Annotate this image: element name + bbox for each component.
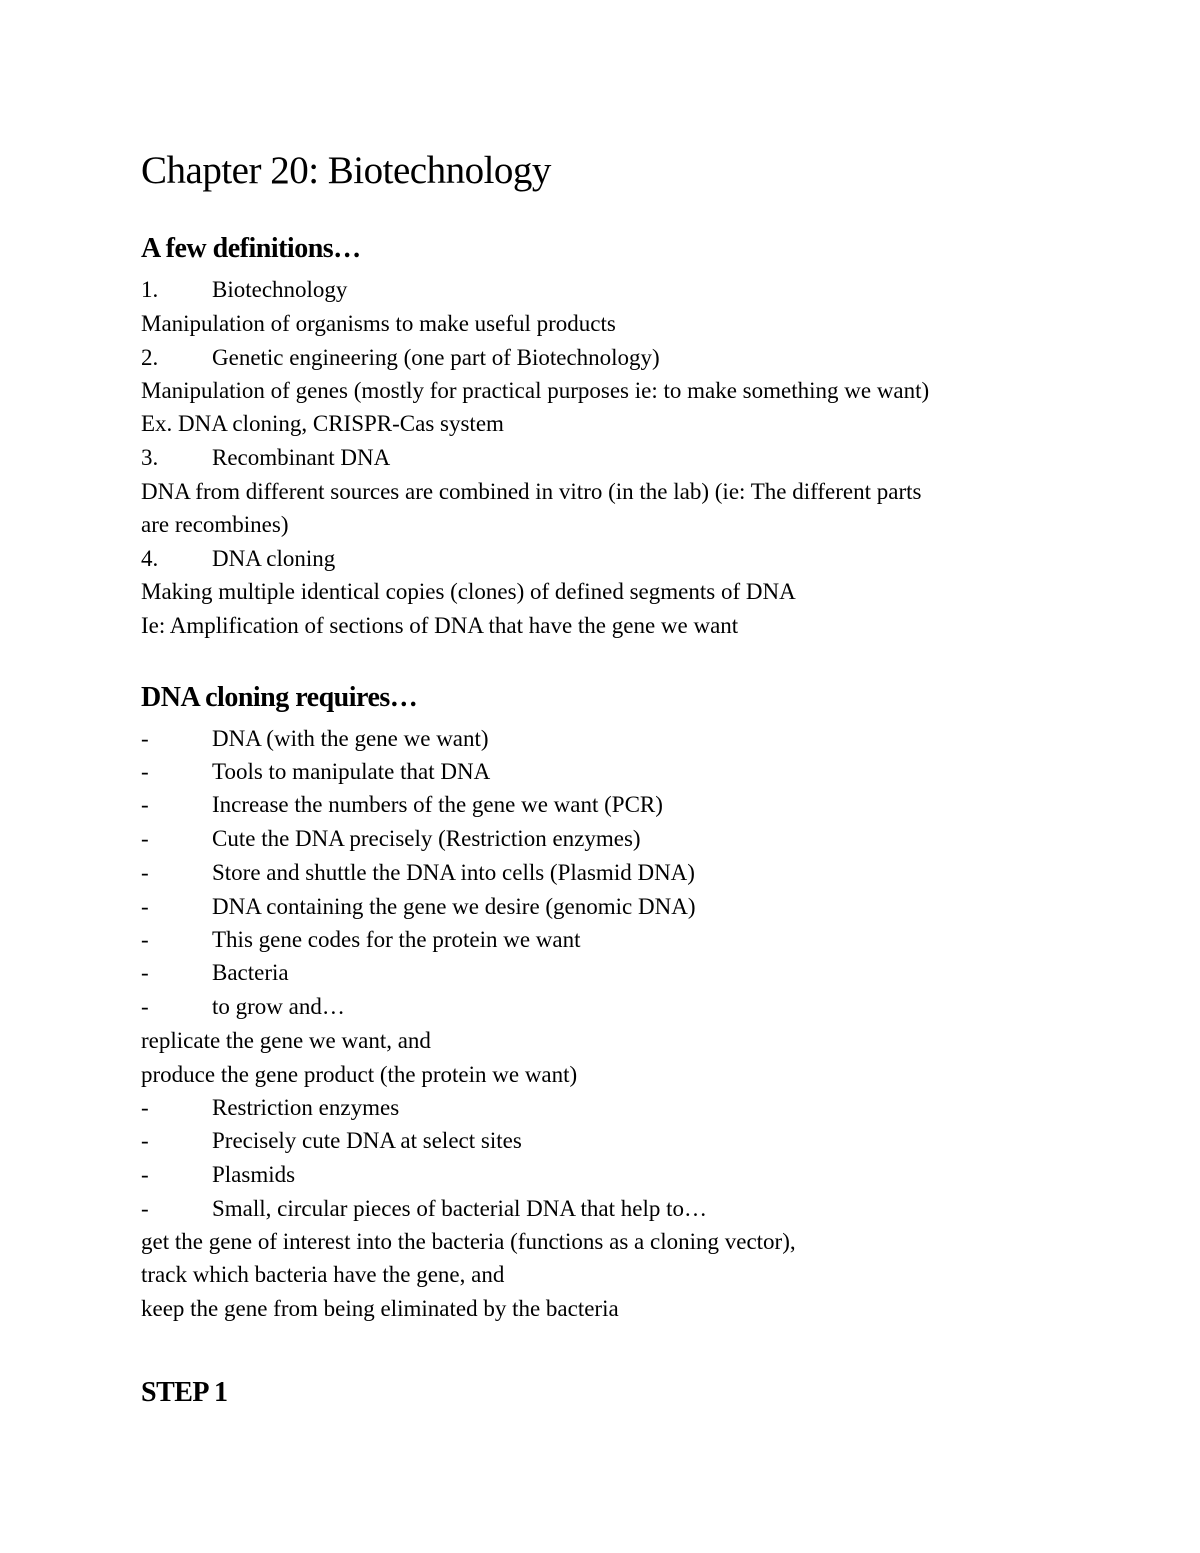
bullet-item	[141, 1126, 522, 1156]
bullet-dash: -	[141, 1196, 149, 1221]
definition-text: Manipulation of organisms to make useful products	[141, 311, 616, 336]
bullet-text: DNA (with the gene we want)	[212, 726, 489, 751]
bullet-item	[141, 925, 581, 955]
cloning-heading: DNA cloning requires…	[141, 682, 418, 713]
bullet-item	[141, 757, 490, 787]
list-number: 1.	[141, 277, 159, 302]
bullet-dash: -	[141, 894, 149, 919]
definition-example: Ex. DNA cloning, CRISPR-Cas system	[141, 411, 504, 436]
list-number: 3.	[141, 445, 159, 470]
bullet-text: Cute the DNA precisely (Restriction enzymes)	[212, 826, 641, 851]
bullet-item	[141, 824, 641, 854]
bullet-dash: -	[141, 960, 149, 985]
bullet-text: Increase the numbers of the gene we want (PCR)	[212, 792, 663, 817]
definition-item	[141, 343, 660, 373]
definition-text: are recombines)	[141, 512, 289, 537]
bullet-item	[141, 1194, 707, 1224]
definitions-heading: A few definitions…	[141, 233, 361, 264]
bullet-dash: -	[141, 726, 149, 751]
bullet-item	[141, 790, 663, 820]
definition-item	[141, 443, 390, 473]
definition-text: Ie: Amplification of sections of DNA that have the gene we want	[141, 613, 739, 638]
bullet-item	[141, 1160, 295, 1190]
paragraph-line: track which bacteria have the gene, and	[141, 1262, 505, 1287]
definition-item	[141, 275, 347, 305]
definition-term: Biotechnology	[212, 277, 348, 302]
bullet-item	[141, 1093, 399, 1123]
bullet-text: Bacteria	[212, 960, 289, 985]
bullet-dash: -	[141, 860, 149, 885]
definition-text: DNA from different sources are combined in vitro (in the lab) (ie: The different parts	[141, 479, 922, 504]
bullet-text: to grow and…	[212, 994, 345, 1019]
definition-text: Manipulation of genes (mostly for practical purposes ie: to make something we want)	[141, 378, 930, 403]
bullet-dash: -	[141, 792, 149, 817]
bullet-text: This gene codes for the protein we want	[212, 927, 581, 952]
bullet-dash: -	[141, 826, 149, 851]
bullet-item	[141, 958, 289, 988]
definition-term: Genetic engineering (one part of Biotechnology)	[212, 345, 660, 370]
bullet-text: Store and shuttle the DNA into cells (Plasmid DNA)	[212, 860, 695, 885]
paragraph-line: produce the gene product (the protein we want)	[141, 1062, 578, 1087]
bullet-text: Plasmids	[212, 1162, 296, 1187]
bullet-text: Small, circular pieces of bacterial DNA that help to…	[212, 1196, 707, 1221]
bullet-text: Tools to manipulate that DNA	[212, 759, 491, 784]
bullet-dash: -	[141, 1128, 149, 1153]
definition-text: Making multiple identical copies (clones) of defined segments of DNA	[141, 579, 796, 604]
bullet-dash: -	[141, 927, 149, 952]
definition-term: DNA cloning	[212, 546, 336, 571]
list-number: 4.	[141, 546, 159, 571]
paragraph-line: replicate the gene we want, and	[141, 1028, 431, 1053]
page-title: Chapter 20: Biotechnology	[141, 149, 551, 192]
bullet-dash: -	[141, 759, 149, 784]
bullet-item	[141, 992, 345, 1022]
bullet-item	[141, 858, 695, 888]
bullet-dash: -	[141, 994, 149, 1019]
paragraph-line: get the gene of interest into the bacteria (functions as a cloning vector),	[141, 1229, 796, 1254]
bullet-dash: -	[141, 1162, 149, 1187]
list-number: 2.	[141, 345, 159, 370]
bullet-dash: -	[141, 1095, 149, 1120]
bullet-item	[141, 724, 489, 754]
definition-term: Recombinant DNA	[212, 445, 391, 470]
bullet-text: Restriction enzymes	[212, 1095, 400, 1120]
bullet-text: DNA containing the gene we desire (genomic DNA)	[212, 894, 696, 919]
bullet-item	[141, 892, 696, 922]
definition-item	[141, 544, 335, 574]
paragraph-line: keep the gene from being eliminated by the bacteria	[141, 1296, 619, 1321]
bullet-text: Precisely cute DNA at select sites	[212, 1128, 522, 1153]
step-heading: STEP 1	[141, 1377, 228, 1408]
